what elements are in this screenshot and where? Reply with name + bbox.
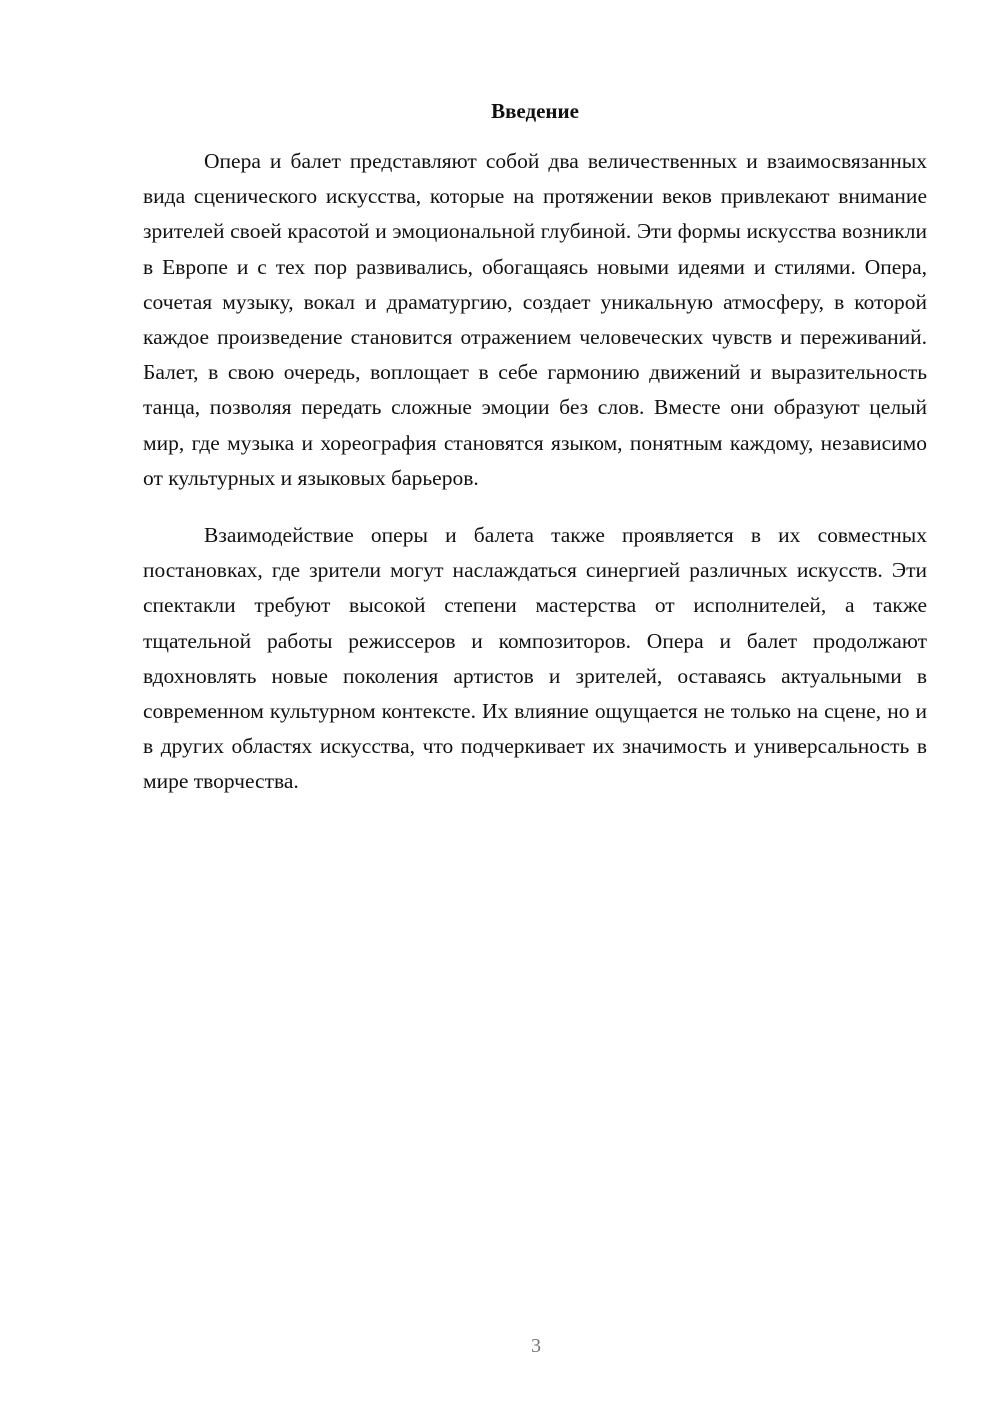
paragraph-1: Опера и балет представляют собой два величественных и взаимосвязанных вида сценического искусства, которые на протяжении веков привлекают внимание зрителей своей красотой и эмоциональной глубиной. Эти формы искусства возникли в Европе и с тех пор развивались, обогащаясь новыми идеями и стилями. Опера, сочетая музыку, вокал и драматургию, создает уникальную атмосферу, в которой каждое произведение становится отражением человеческих чувств и переживаний. Балет, в свою очередь, воплощает в себе гармонию движений и выразительность танца, позволяя передать сложные эмоции без слов. Вместе они образуют целый мир, где музыка и хореография становятся языком, понятным каждому, независимо от культурных и языковых барьеров.: [143, 149, 927, 490]
page-number: 3: [531, 1335, 541, 1357]
document-body: [143, 144, 927, 800]
section-title: Введение: [491, 99, 579, 123]
paragraph-2: Взаимодействие оперы и балета также проявляется в их совместных постановках, где зрители могут наслаждаться синергией различных искусств. Эти спектакли требуют высокой степени мастерства от исполнителей, а также тщательной работы режиссеров и композиторов. Опера и балет продолжают вдохновлять новые поколения артистов и зрителей, оставаясь актуальными в современном культурном контексте. Их влияние ощущается не только на сцене, но и в других областях искусства, что подчеркивает их значимость и универсальность в мире творчества.: [143, 523, 927, 794]
